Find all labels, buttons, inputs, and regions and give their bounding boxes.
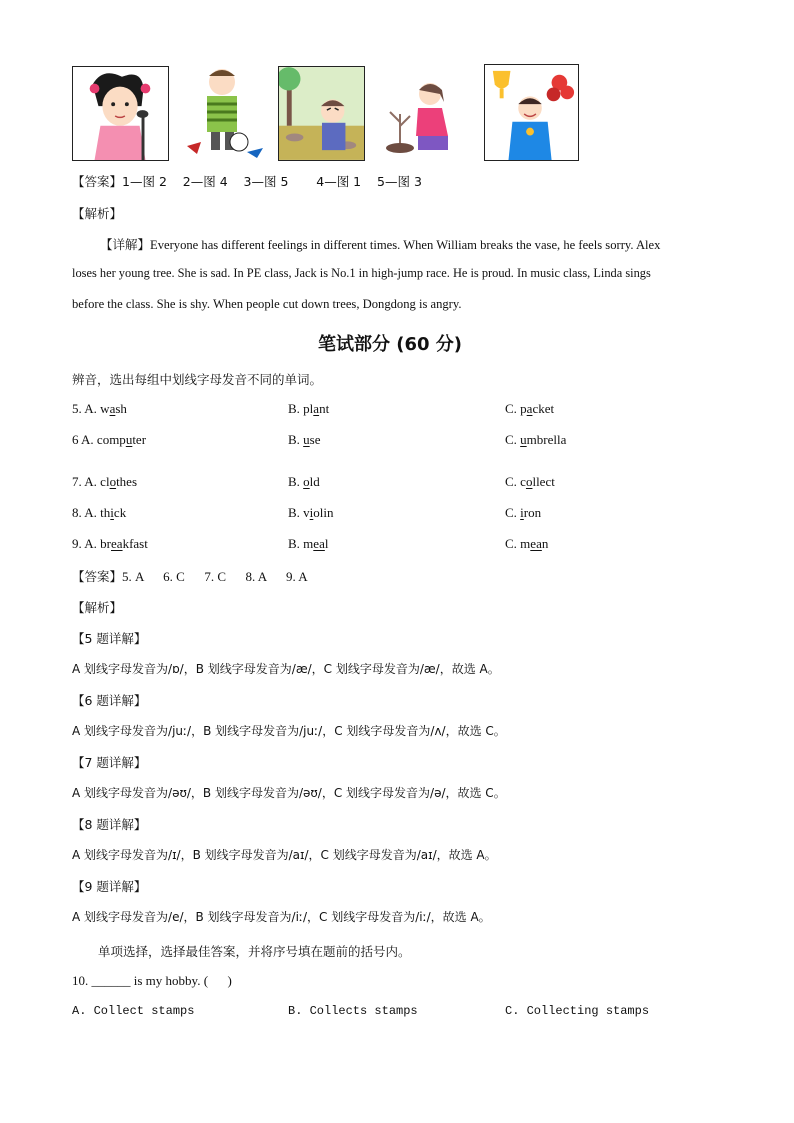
detail-tag: 【9 题详解】 bbox=[72, 879, 147, 894]
option-b: B. Collects stamps bbox=[288, 1004, 418, 1018]
option-b-word bbox=[288, 401, 329, 416]
answer-text-2: 5. A 6. C 7. C 8. A 9. A bbox=[122, 569, 308, 584]
phonics-option-b bbox=[288, 474, 320, 490]
option-b-word bbox=[288, 432, 321, 447]
detail-explanation: A 划线字母发音为/ɒ/，B 划线字母发音为/æ/，C 划线字母发音为/æ/，故选 A。 bbox=[72, 662, 500, 676]
question-number: 5. A. bbox=[72, 401, 101, 416]
phonics-option-a bbox=[72, 536, 148, 552]
word-part: C. bbox=[505, 432, 521, 447]
phonics-option-a bbox=[72, 432, 146, 448]
detail-explanation: A 划线字母发音为/əʊ/，B 划线字母发音为/əʊ/，C 划线字母发音为/ə/，故选 C。 bbox=[72, 786, 506, 800]
question-number: 8. A. bbox=[72, 505, 101, 520]
underlined-letters: u bbox=[125, 432, 133, 447]
detail-explanation: A 划线字母发音为/juː/，B 划线字母发音为/juː/，C 划线字母发音为/ʌ/，故选 C。 bbox=[72, 724, 506, 738]
word-part: comp bbox=[96, 432, 126, 447]
word-part: br bbox=[100, 536, 112, 551]
option-c-word bbox=[505, 505, 541, 520]
detail-line-2: loses her young tree. She is sad. In PE class, Jack is No.1 in high-jump race. He is proud. In music class, Linda sings bbox=[72, 266, 651, 280]
word-part: B. bbox=[288, 432, 304, 447]
word-part: ron bbox=[523, 505, 542, 520]
analysis-tag-1: 【解析】 bbox=[72, 206, 123, 221]
word-part: ld bbox=[309, 474, 320, 489]
underlined-letters: ea bbox=[313, 536, 325, 551]
option-a-word bbox=[100, 474, 137, 489]
detail-tag: 【5 题详解】 bbox=[72, 631, 147, 646]
word-part: ck bbox=[113, 505, 127, 520]
detail-line-3: before the class. She is shy. When people cut down trees, Dongdong is angry. bbox=[72, 297, 462, 311]
answer-line-2 bbox=[72, 567, 308, 585]
underlined-letters: o bbox=[303, 474, 310, 489]
option-a-word bbox=[97, 432, 146, 447]
word-part: n bbox=[541, 536, 549, 551]
word-part: llect bbox=[532, 474, 555, 489]
underlined-letters: ea bbox=[530, 536, 542, 551]
phonics-option-c bbox=[505, 474, 555, 490]
word-part: C. bbox=[505, 505, 521, 520]
phonics-option-b bbox=[288, 505, 334, 521]
detail-text-1: Everyone has different feelings in different times. When William breaks the vase, he feels sorry. Alex bbox=[150, 238, 661, 252]
boy-trophy-illustration bbox=[485, 65, 578, 160]
word-part: B. pl bbox=[288, 401, 314, 416]
word-part: se bbox=[309, 432, 321, 447]
phonics-option-a bbox=[72, 505, 126, 521]
phonics-option-a bbox=[72, 474, 137, 490]
question-number: 6 A. bbox=[72, 432, 97, 447]
option-a-word bbox=[100, 536, 148, 551]
phonics-instruction: 辨音，选出每组中划线字母发音不同的单词。 bbox=[72, 372, 323, 387]
option-a-word bbox=[100, 401, 127, 416]
option-a: A. Collect stamps bbox=[72, 1004, 195, 1018]
option-b-word bbox=[288, 536, 328, 551]
question-number: 7. A. bbox=[72, 474, 101, 489]
phonics-option-c bbox=[505, 536, 548, 552]
underlined-letters: u bbox=[520, 432, 527, 447]
option-b-word bbox=[288, 505, 334, 520]
girl-wilted-tree-illustration bbox=[378, 74, 463, 161]
word-part: B. v bbox=[288, 505, 310, 520]
girl-singing-illustration bbox=[73, 67, 168, 160]
detail-tag: 【详解】 bbox=[100, 237, 151, 252]
phonics-option-b bbox=[288, 401, 329, 417]
answer-text: 1—图 2 2—图 4 3—图 5 4—图 1 5—图 3 bbox=[122, 174, 422, 189]
detail-tag: 【8 题详解】 bbox=[72, 817, 147, 832]
word-part: B. bbox=[288, 474, 304, 489]
boy-broken-vase-illustration bbox=[177, 64, 269, 161]
option-c-word bbox=[505, 474, 555, 489]
answer-line-1 bbox=[72, 172, 422, 190]
picture-1-girl-singing bbox=[72, 66, 169, 161]
word-part: cket bbox=[532, 401, 555, 416]
detail-explanation: A 划线字母发音为/e/，B 划线字母发音为/iː/，C 划线字母发音为/iː/，故选 A。 bbox=[72, 910, 491, 924]
option-c-word bbox=[505, 401, 554, 416]
option-c: C. Collecting stamps bbox=[505, 1004, 650, 1018]
word-part: kfast bbox=[122, 536, 148, 551]
word-part: nt bbox=[319, 401, 330, 416]
detail-tag: 【6 题详解】 bbox=[72, 693, 147, 708]
mc-instruction: 单项选择，选择最佳答案，并将序号填在题前的括号内。 bbox=[98, 944, 411, 959]
boy-cut-trees-illustration bbox=[279, 67, 364, 160]
word-part: olin bbox=[313, 505, 334, 520]
underlined-letters: a bbox=[526, 401, 533, 416]
word-part: ter bbox=[132, 432, 147, 447]
option-b-word bbox=[288, 474, 320, 489]
word-part: th bbox=[100, 505, 111, 520]
underlined-letters: ea bbox=[111, 536, 123, 551]
phonics-option-c bbox=[505, 432, 566, 448]
picture-5-boy-trophy bbox=[484, 64, 579, 161]
underlined-letters: i bbox=[110, 505, 114, 520]
picture-4-girl-wilted-tree bbox=[378, 74, 463, 161]
detail-explanation: A 划线字母发音为/ɪ/，B 划线字母发音为/aɪ/，C 划线字母发音为/aɪ/，故选 A。 bbox=[72, 848, 497, 862]
phonics-option-b bbox=[288, 536, 328, 552]
option-c-word bbox=[505, 432, 566, 447]
picture-3-boy-cut-trees bbox=[278, 66, 365, 161]
written-section-heading: 笔试部分 (60 分) bbox=[318, 334, 463, 355]
word-part: sh bbox=[115, 401, 127, 416]
picture-2-boy-broken-vase bbox=[177, 64, 269, 161]
underlined-letters: a bbox=[313, 401, 320, 416]
underlined-letters: u bbox=[303, 432, 310, 447]
word-part: cl bbox=[100, 474, 110, 489]
answer-tag-2: 【答案】 bbox=[72, 569, 123, 584]
option-c-word bbox=[505, 536, 548, 551]
word-part: thes bbox=[116, 474, 138, 489]
underlined-letters: i bbox=[520, 505, 524, 520]
underlined-letters: a bbox=[109, 401, 116, 416]
phonics-option-b bbox=[288, 432, 321, 448]
word-part: C. c bbox=[505, 474, 526, 489]
question-10: 10. ______ is my hobby. ( ) bbox=[72, 973, 232, 988]
question-number: 9. A. bbox=[72, 536, 101, 551]
underlined-letters: o bbox=[109, 474, 117, 489]
option-a-word bbox=[100, 505, 126, 520]
word-part: w bbox=[100, 401, 110, 416]
phonics-option-c bbox=[505, 401, 554, 417]
detail-line-1 bbox=[100, 235, 660, 253]
analysis-tag-2: 【解析】 bbox=[72, 600, 123, 615]
phonics-option-a bbox=[72, 401, 127, 417]
detail-tag: 【7 题详解】 bbox=[72, 755, 147, 770]
word-part: C. m bbox=[505, 536, 531, 551]
underlined-letters: i bbox=[309, 505, 314, 520]
word-part: B. m bbox=[288, 536, 314, 551]
word-part: mbrella bbox=[526, 432, 567, 447]
answer-tag: 【答案】 bbox=[72, 174, 123, 189]
word-part: l bbox=[324, 536, 329, 551]
word-part: C. p bbox=[505, 401, 527, 416]
underlined-letters: o bbox=[525, 474, 533, 489]
phonics-option-c bbox=[505, 505, 541, 521]
